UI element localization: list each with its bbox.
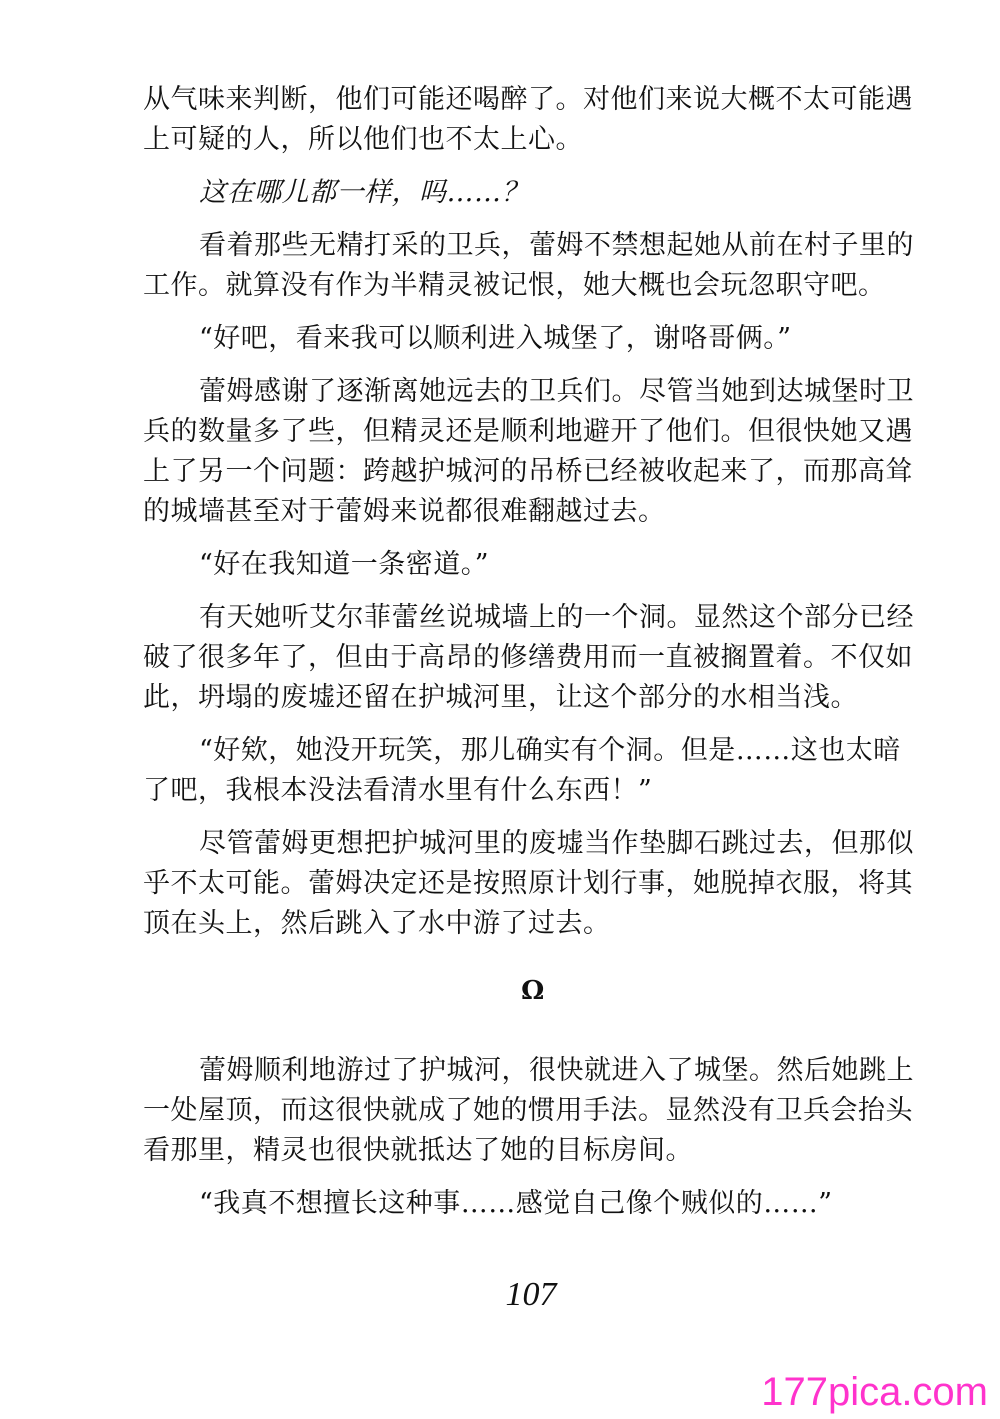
dialogue-line: “好在我知道一条密道。”	[199, 549, 490, 580]
site-watermark: 177pica.com	[761, 1370, 988, 1414]
paragraph: 看着那些无精打采的卫兵，蕾姆不禁想起她从前在村子里的工作。就算没有作为半精灵被记恨，她大概也会玩忽职守吧。	[143, 230, 914, 301]
body-text	[143, 80, 923, 1237]
paragraph: 从气味来判断，他们可能还喝醉了。对他们来说大概不太可能遇上可疑的人，所以他们也不太上心。	[143, 84, 913, 155]
dialogue-line: “好欸，她没开玩笑，那儿确实有个洞。但是……这也太暗了吧，我根本没法看清水里有什么东西！”	[143, 735, 901, 806]
dialogue-line: “我真不想擅长这种事……感觉自己像个贼似的……”	[199, 1188, 833, 1219]
paragraph-italic-thought: 这在哪儿都一样，吗……？	[199, 177, 529, 208]
page-number: 107	[505, 1276, 557, 1313]
paragraph: 有天她听艾尔菲蕾丝说城墙上的一个洞。显然这个部分已经破了很多年了，但由于高昂的修缮费用而一直被搁置着。不仅如此，坍塌的废墟还留在护城河里，让这个部分的水相当浅。	[143, 602, 914, 713]
section-divider-omega: Ω	[521, 976, 545, 1006]
paragraph: 蕾姆顺利地游过了护城河，很快就进入了城堡。然后她跳上一处屋顶，而这很快就成了她的惯用手法。显然没有卫兵会抬头看那里，精灵也很快就抵达了她的目标房间。	[143, 1055, 914, 1166]
dialogue-line: “好吧，看来我可以顺利进入城堡了，谢咯哥俩。”	[199, 323, 792, 354]
paragraph: 蕾姆感谢了逐渐离她远去的卫兵们。尽管当她到达城堡时卫兵的数量多了些，但精灵还是顺利地避开了他们。但很快她又遇上了另一个问题：跨越护城河的吊桥已经被收起来了，而那高耸的城墙甚至对于蕾姆来说都很难翻越过去。	[143, 376, 914, 527]
paragraph: 尽管蕾姆更想把护城河里的废墟当作垫脚石跳过去，但那似乎不太可能。蕾姆决定还是按照原计划行事，她脱掉衣服，将其顶在头上，然后跳入了水中游了过去。	[143, 828, 914, 939]
